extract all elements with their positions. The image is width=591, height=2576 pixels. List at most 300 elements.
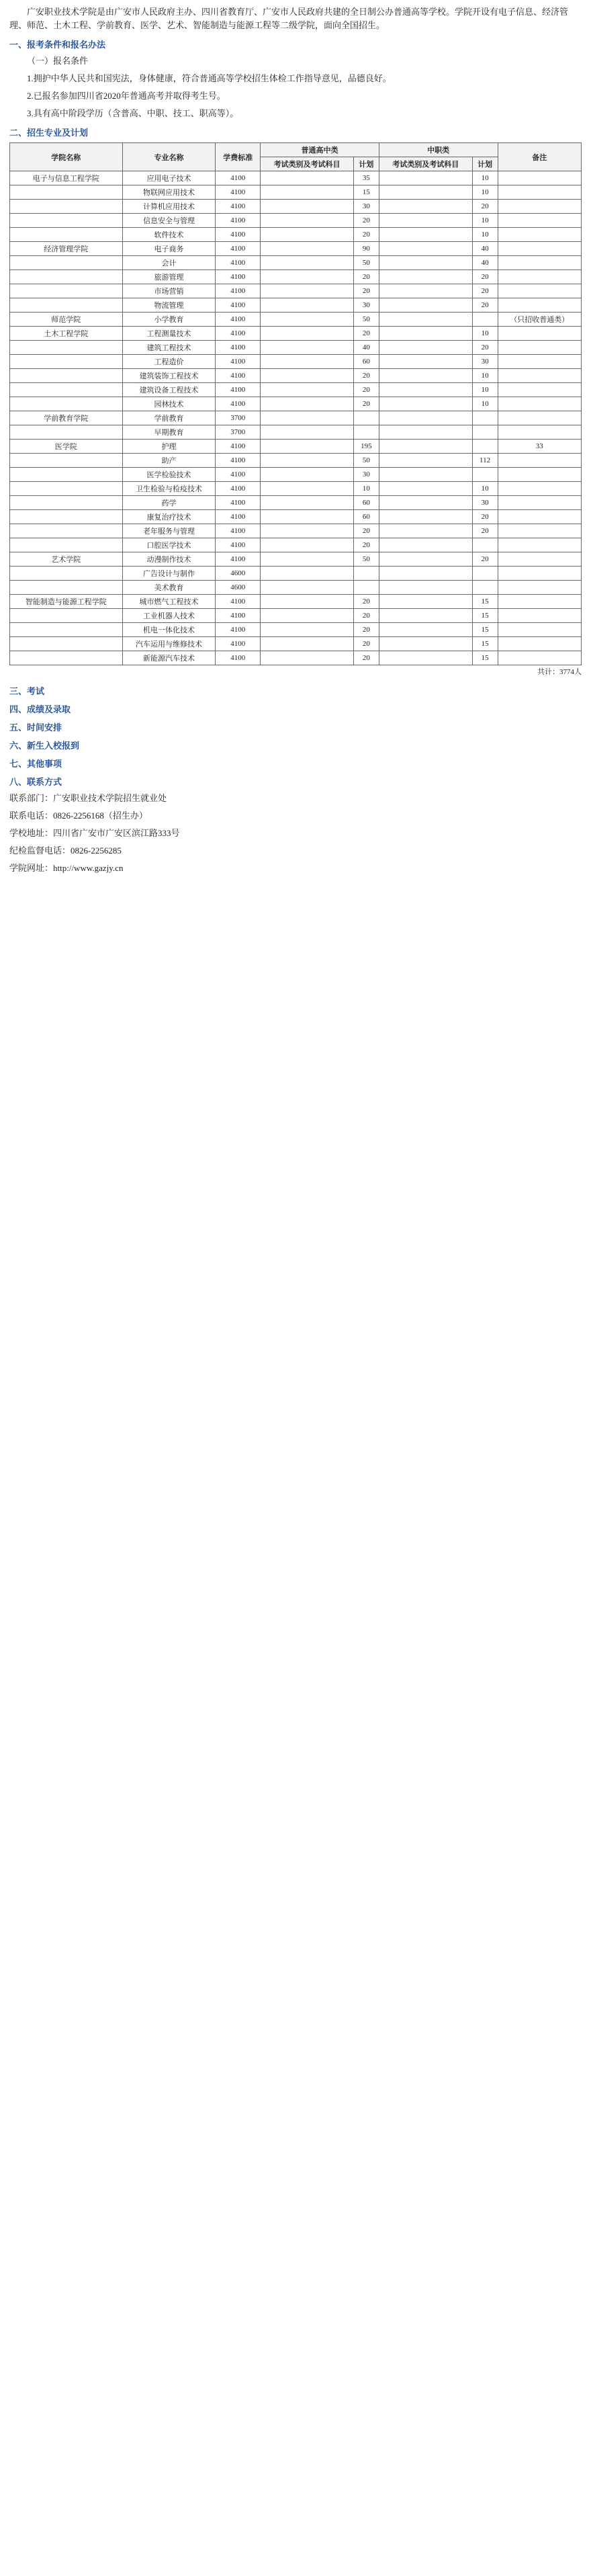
table-row: [10, 581, 582, 595]
table-cell: 20: [472, 298, 498, 313]
table-cell: 护理: [122, 440, 216, 454]
table-cell: 20: [472, 524, 498, 538]
table-row: [10, 298, 582, 313]
table-cell: [472, 468, 498, 482]
table-cell: [261, 567, 354, 581]
table-cell: 60: [353, 355, 379, 369]
table-row: [10, 327, 582, 341]
table-cell: 电子商务: [122, 242, 216, 256]
table-row: [10, 524, 582, 538]
table-cell: [498, 171, 581, 185]
table-cell: 30: [353, 200, 379, 214]
table-row: [10, 242, 582, 256]
th-sub: 计划: [472, 157, 498, 171]
table-cell: [261, 270, 354, 284]
table-cell: 20: [353, 228, 379, 242]
table-cell: 20: [472, 284, 498, 298]
table-cell: 4100: [216, 397, 261, 411]
table-cell: 4100: [216, 623, 261, 637]
contact-block: [9, 792, 582, 875]
table-cell: [379, 440, 472, 454]
table-cell: 20: [353, 369, 379, 383]
table-cell: 4100: [216, 440, 261, 454]
table-cell: 10: [472, 185, 498, 200]
table-cell: [379, 327, 472, 341]
table-cell: [261, 651, 354, 665]
th-fee: 学费标准: [216, 143, 261, 171]
table-cell: [10, 425, 123, 440]
table-cell: 早期教育: [122, 425, 216, 440]
table-cell: [10, 397, 123, 411]
table-cell: [10, 270, 123, 284]
table-cell: [498, 214, 581, 228]
table-cell: [261, 228, 354, 242]
table-cell: 卫生检验与检疫技术: [122, 482, 216, 496]
table-cell: 康复治疗技术: [122, 510, 216, 524]
table-cell: 30: [353, 468, 379, 482]
table-cell: [379, 383, 472, 397]
table-cell: 20: [353, 637, 379, 651]
table-cell: [353, 411, 379, 425]
table-cell: 物流管理: [122, 298, 216, 313]
conditions-list: [9, 54, 582, 120]
table-row: [10, 454, 582, 468]
table-row: [10, 214, 582, 228]
table-cell: 4100: [216, 510, 261, 524]
table-cell: [10, 482, 123, 496]
table-cell: 20: [353, 651, 379, 665]
table-cell: 20: [472, 270, 498, 284]
table-cell: 老年服务与管理: [122, 524, 216, 538]
table-cell: 20: [353, 397, 379, 411]
table-cell: 广告设计与制作: [122, 567, 216, 581]
table-cell: [261, 383, 354, 397]
table-row: [10, 355, 582, 369]
table-cell: 4100: [216, 256, 261, 270]
table-cell: [379, 609, 472, 623]
table-cell: 建筑装饰工程技术: [122, 369, 216, 383]
table-cell: [261, 397, 354, 411]
table-row: [10, 651, 582, 665]
table-cell: [261, 200, 354, 214]
table-cell: [379, 228, 472, 242]
table-cell: 40: [472, 256, 498, 270]
table-cell: [379, 298, 472, 313]
table-cell: [498, 524, 581, 538]
table-cell: [379, 524, 472, 538]
table-row: [10, 341, 582, 355]
table-cell: [472, 581, 498, 595]
table-cell: 4100: [216, 482, 261, 496]
table-cell: [498, 228, 581, 242]
table-cell: 4100: [216, 270, 261, 284]
table-cell: [498, 411, 581, 425]
table-cell: [10, 524, 123, 538]
table-cell: [379, 369, 472, 383]
table-cell: 15: [472, 595, 498, 609]
table-cell: [261, 552, 354, 567]
contact-line: 联系电话：0826-2256168（招生办）: [9, 811, 148, 821]
table-cell: 20: [353, 524, 379, 538]
table-cell: 经济管理学院: [10, 242, 123, 256]
table-cell: 物联网应用技术: [122, 185, 216, 200]
table-row: [10, 623, 582, 637]
table-cell: 60: [353, 510, 379, 524]
table-cell: 智能制造与能源工程学院: [10, 595, 123, 609]
table-cell: [498, 595, 581, 609]
table-cell: [10, 185, 123, 200]
table-cell: 4600: [216, 567, 261, 581]
table-cell: [379, 567, 472, 581]
table-cell: [498, 538, 581, 552]
table-cell: 33: [498, 440, 581, 454]
table-cell: [261, 496, 354, 510]
table-cell: [472, 313, 498, 327]
table-cell: [379, 510, 472, 524]
table-cell: 4100: [216, 637, 261, 651]
table-cell: 15: [472, 637, 498, 651]
table-cell: 40: [353, 341, 379, 355]
table-row: [10, 228, 582, 242]
table-cell: 4100: [216, 383, 261, 397]
table-cell: 建筑工程技术: [122, 341, 216, 355]
table-cell: [498, 454, 581, 468]
table-cell: [10, 637, 123, 651]
table-cell: [261, 242, 354, 256]
table-cell: [10, 567, 123, 581]
table-cell: [472, 440, 498, 454]
table-cell: [261, 538, 354, 552]
section3-title: 三、考试: [9, 686, 45, 696]
table-cell: [498, 327, 581, 341]
table-cell: 3700: [216, 425, 261, 440]
table-cell: 医学检验技术: [122, 468, 216, 482]
table-cell: [379, 341, 472, 355]
th-sub: 考试类别及考试科目: [379, 157, 472, 171]
table-cell: 4100: [216, 552, 261, 567]
table-cell: 195: [353, 440, 379, 454]
table-cell: 4100: [216, 369, 261, 383]
table-cell: 计算机应用技术: [122, 200, 216, 214]
section4-title: 四、成绩及录取: [9, 704, 71, 714]
table-cell: [10, 355, 123, 369]
table-cell: [261, 623, 354, 637]
table-cell: 10: [472, 214, 498, 228]
table-cell: 4100: [216, 185, 261, 200]
table-cell: [261, 609, 354, 623]
table-cell: [498, 468, 581, 482]
section1-title: 一、报考条件和报名办法: [9, 40, 106, 50]
contact-line[interactable]: 学院网址：http://www.gazjy.cn: [9, 863, 124, 873]
table-cell: [379, 454, 472, 468]
table-cell: [10, 510, 123, 524]
table-cell: [261, 185, 354, 200]
table-cell: 50: [353, 454, 379, 468]
table-cell: [379, 581, 472, 595]
table-cell: [10, 623, 123, 637]
table-cell: [261, 637, 354, 651]
table-cell: [379, 200, 472, 214]
table-cell: 4100: [216, 284, 261, 298]
table-cell: 口腔医学技术: [122, 538, 216, 552]
table-cell: 20: [353, 284, 379, 298]
table-cell: 10: [472, 383, 498, 397]
section8-title: 八、联系方式: [9, 777, 62, 787]
table-cell: [10, 538, 123, 552]
table-row: [10, 496, 582, 510]
table-cell: 城市燃气工程技术: [122, 595, 216, 609]
table-cell: [261, 214, 354, 228]
table-cell: [498, 482, 581, 496]
table-cell: 20: [353, 623, 379, 637]
condition-line: 2.已报名参加四川省2020年普通高考并取得考生号。: [27, 91, 226, 101]
table-row: [10, 284, 582, 298]
table-cell: 电子与信息工程学院: [10, 171, 123, 185]
table-cell: 应用电子技术: [122, 171, 216, 185]
table-cell: [10, 284, 123, 298]
condition-line: 1.拥护中华人民共和国宪法，身体健康，符合普通高等学校招生体检工作指导意见，品德良好。: [27, 73, 392, 83]
table-cell: [261, 298, 354, 313]
table-cell: [379, 355, 472, 369]
table-cell: 药学: [122, 496, 216, 510]
table-cell: [472, 411, 498, 425]
table-cell: [498, 242, 581, 256]
table-cell: [10, 454, 123, 468]
table-cell: [353, 567, 379, 581]
table-cell: 10: [472, 327, 498, 341]
table-row: [10, 313, 582, 327]
contact-line: 纪检监督电话：0826-2256285: [9, 845, 122, 856]
contact-line: 学校地址：四川省广安市广安区滨江路333号: [9, 828, 180, 838]
table-cell: [261, 256, 354, 270]
th-college: 学院名称: [10, 143, 123, 171]
table-cell: [498, 185, 581, 200]
table-cell: [261, 581, 354, 595]
table-cell: 4100: [216, 468, 261, 482]
table-cell: 4100: [216, 171, 261, 185]
table-cell: 30: [353, 298, 379, 313]
table-cell: [472, 567, 498, 581]
intro-paragraph: 广安职业技术学院是由广安市人民政府主办、四川省教育厅、广安市人民政府共建的全日制公办普通高等学校。学院开设有电子信息、经济管理、师范、土木工程、学前教育、医学、艺术、智能制造与能源工程等二级学院，面向全国招生。: [9, 7, 569, 30]
table-cell: [379, 185, 472, 200]
table-row: [10, 538, 582, 552]
table-cell: 30: [472, 496, 498, 510]
table-cell: 市场营销: [122, 284, 216, 298]
table-cell: [261, 411, 354, 425]
table-cell: [261, 171, 354, 185]
table-cell: 20: [353, 538, 379, 552]
table-cell: [261, 482, 354, 496]
table-cell: [472, 425, 498, 440]
table-cell: 15: [472, 623, 498, 637]
section7-title: 七、其他事项: [9, 759, 62, 769]
table-cell: [379, 411, 472, 425]
table-cell: 4100: [216, 341, 261, 355]
table-cell: 3700: [216, 411, 261, 425]
table-cell: [10, 298, 123, 313]
table-cell: [261, 355, 354, 369]
table-row: [10, 200, 582, 214]
table-cell: [379, 552, 472, 567]
table-cell: [498, 567, 581, 581]
table-cell: 4100: [216, 524, 261, 538]
table-cell: 10: [472, 397, 498, 411]
table-row: [10, 369, 582, 383]
table-row: [10, 510, 582, 524]
table-cell: 35: [353, 171, 379, 185]
th-vocational: 中职类: [379, 143, 498, 157]
table-row: [10, 552, 582, 567]
table-row: [10, 567, 582, 581]
th-general: 普通高中类: [261, 143, 379, 157]
table-cell: 园林技术: [122, 397, 216, 411]
table-cell: 美术教育: [122, 581, 216, 595]
table-row: [10, 440, 582, 454]
table-cell: 工程测量技术: [122, 327, 216, 341]
table-cell: 4100: [216, 200, 261, 214]
table-cell: [379, 284, 472, 298]
table-cell: 50: [353, 256, 379, 270]
table-cell: 4100: [216, 214, 261, 228]
table-cell: 90: [353, 242, 379, 256]
table-cell: [10, 581, 123, 595]
table-row: [10, 397, 582, 411]
table-cell: [379, 397, 472, 411]
table-cell: [498, 425, 581, 440]
section5-title: 五、时间安排: [9, 722, 62, 733]
table-cell: [379, 313, 472, 327]
table-cell: 医学院: [10, 440, 123, 454]
th-major: 专业名称: [122, 143, 216, 171]
table-cell: 112: [472, 454, 498, 468]
table-cell: 4100: [216, 355, 261, 369]
table-cell: 会计: [122, 256, 216, 270]
table-cell: [261, 454, 354, 468]
table-cell: [498, 552, 581, 567]
table-cell: 20: [353, 609, 379, 623]
table-row: [10, 609, 582, 623]
table-cell: 机电一体化技术: [122, 623, 216, 637]
table-cell: 动漫制作技术: [122, 552, 216, 567]
table-row: [10, 411, 582, 425]
table-cell: 4100: [216, 228, 261, 242]
table-cell: [261, 313, 354, 327]
table-cell: 小学教育: [122, 313, 216, 327]
table-cell: [10, 609, 123, 623]
table-cell: [498, 284, 581, 298]
table-cell: [261, 440, 354, 454]
table-cell: [498, 256, 581, 270]
table-cell: [379, 256, 472, 270]
table-cell: 10: [353, 482, 379, 496]
table-cell: 4100: [216, 454, 261, 468]
table-cell: [379, 468, 472, 482]
table-cell: 20: [353, 327, 379, 341]
table-cell: [10, 383, 123, 397]
table-cell: 工业机器人技术: [122, 609, 216, 623]
table-cell: [498, 637, 581, 651]
table-cell: [379, 425, 472, 440]
table-cell: [498, 298, 581, 313]
table-row: [10, 171, 582, 185]
table-cell: 4600: [216, 581, 261, 595]
table-cell: [498, 651, 581, 665]
table-cell: [498, 609, 581, 623]
table-cell: [498, 383, 581, 397]
table-cell: 学前教育学院: [10, 411, 123, 425]
table-cell: 50: [353, 313, 379, 327]
table-cell: 信息安全与管理: [122, 214, 216, 228]
table-cell: 建筑设备工程技术: [122, 383, 216, 397]
table-cell: [10, 468, 123, 482]
table-cell: [353, 425, 379, 440]
table-cell: 10: [472, 369, 498, 383]
table-cell: 20: [472, 552, 498, 567]
table-cell: [10, 651, 123, 665]
table-cell: [379, 496, 472, 510]
table-cell: [261, 425, 354, 440]
table-cell: [10, 496, 123, 510]
plan-table: [9, 142, 582, 665]
table-cell: [379, 538, 472, 552]
table-cell: [498, 397, 581, 411]
table-cell: 60: [353, 496, 379, 510]
table-cell: 20: [353, 270, 379, 284]
table-cell: 土木工程学院: [10, 327, 123, 341]
table-row: [10, 482, 582, 496]
table-cell: [10, 369, 123, 383]
table-cell: 4100: [216, 298, 261, 313]
table-cell: 40: [472, 242, 498, 256]
table-row: [10, 468, 582, 482]
table-row: [10, 256, 582, 270]
table-cell: 4100: [216, 496, 261, 510]
table-cell: [379, 242, 472, 256]
table-cell: [261, 595, 354, 609]
table-cell: 20: [472, 200, 498, 214]
table-cell: [379, 171, 472, 185]
table-cell: [379, 637, 472, 651]
table-row: [10, 425, 582, 440]
table-cell: [353, 581, 379, 595]
table-cell: [498, 496, 581, 510]
table-cell: 10: [472, 482, 498, 496]
table-cell: 4100: [216, 595, 261, 609]
section6-title: 六、新生入校报到: [9, 741, 80, 751]
th-sub: 考试类别及考试科目: [261, 157, 354, 171]
table-cell: 15: [472, 609, 498, 623]
table-cell: [379, 270, 472, 284]
table-cell: 15: [472, 651, 498, 665]
table-cell: [498, 355, 581, 369]
table-cell: 师范学院: [10, 313, 123, 327]
table-cell: [261, 524, 354, 538]
table-row: [10, 637, 582, 651]
table-cell: [498, 200, 581, 214]
table-cell: 4100: [216, 313, 261, 327]
table-cell: 20: [472, 341, 498, 355]
table-cell: 艺术学院: [10, 552, 123, 567]
table-cell: [498, 623, 581, 637]
table-cell: 新能源汽车技术: [122, 651, 216, 665]
table-cell: 30: [472, 355, 498, 369]
table-cell: 4100: [216, 609, 261, 623]
table-cell: [379, 482, 472, 496]
plan-total: 共计：3774人: [537, 668, 582, 676]
table-cell: 10: [472, 171, 498, 185]
table-cell: 软件技术: [122, 228, 216, 242]
table-cell: [261, 510, 354, 524]
